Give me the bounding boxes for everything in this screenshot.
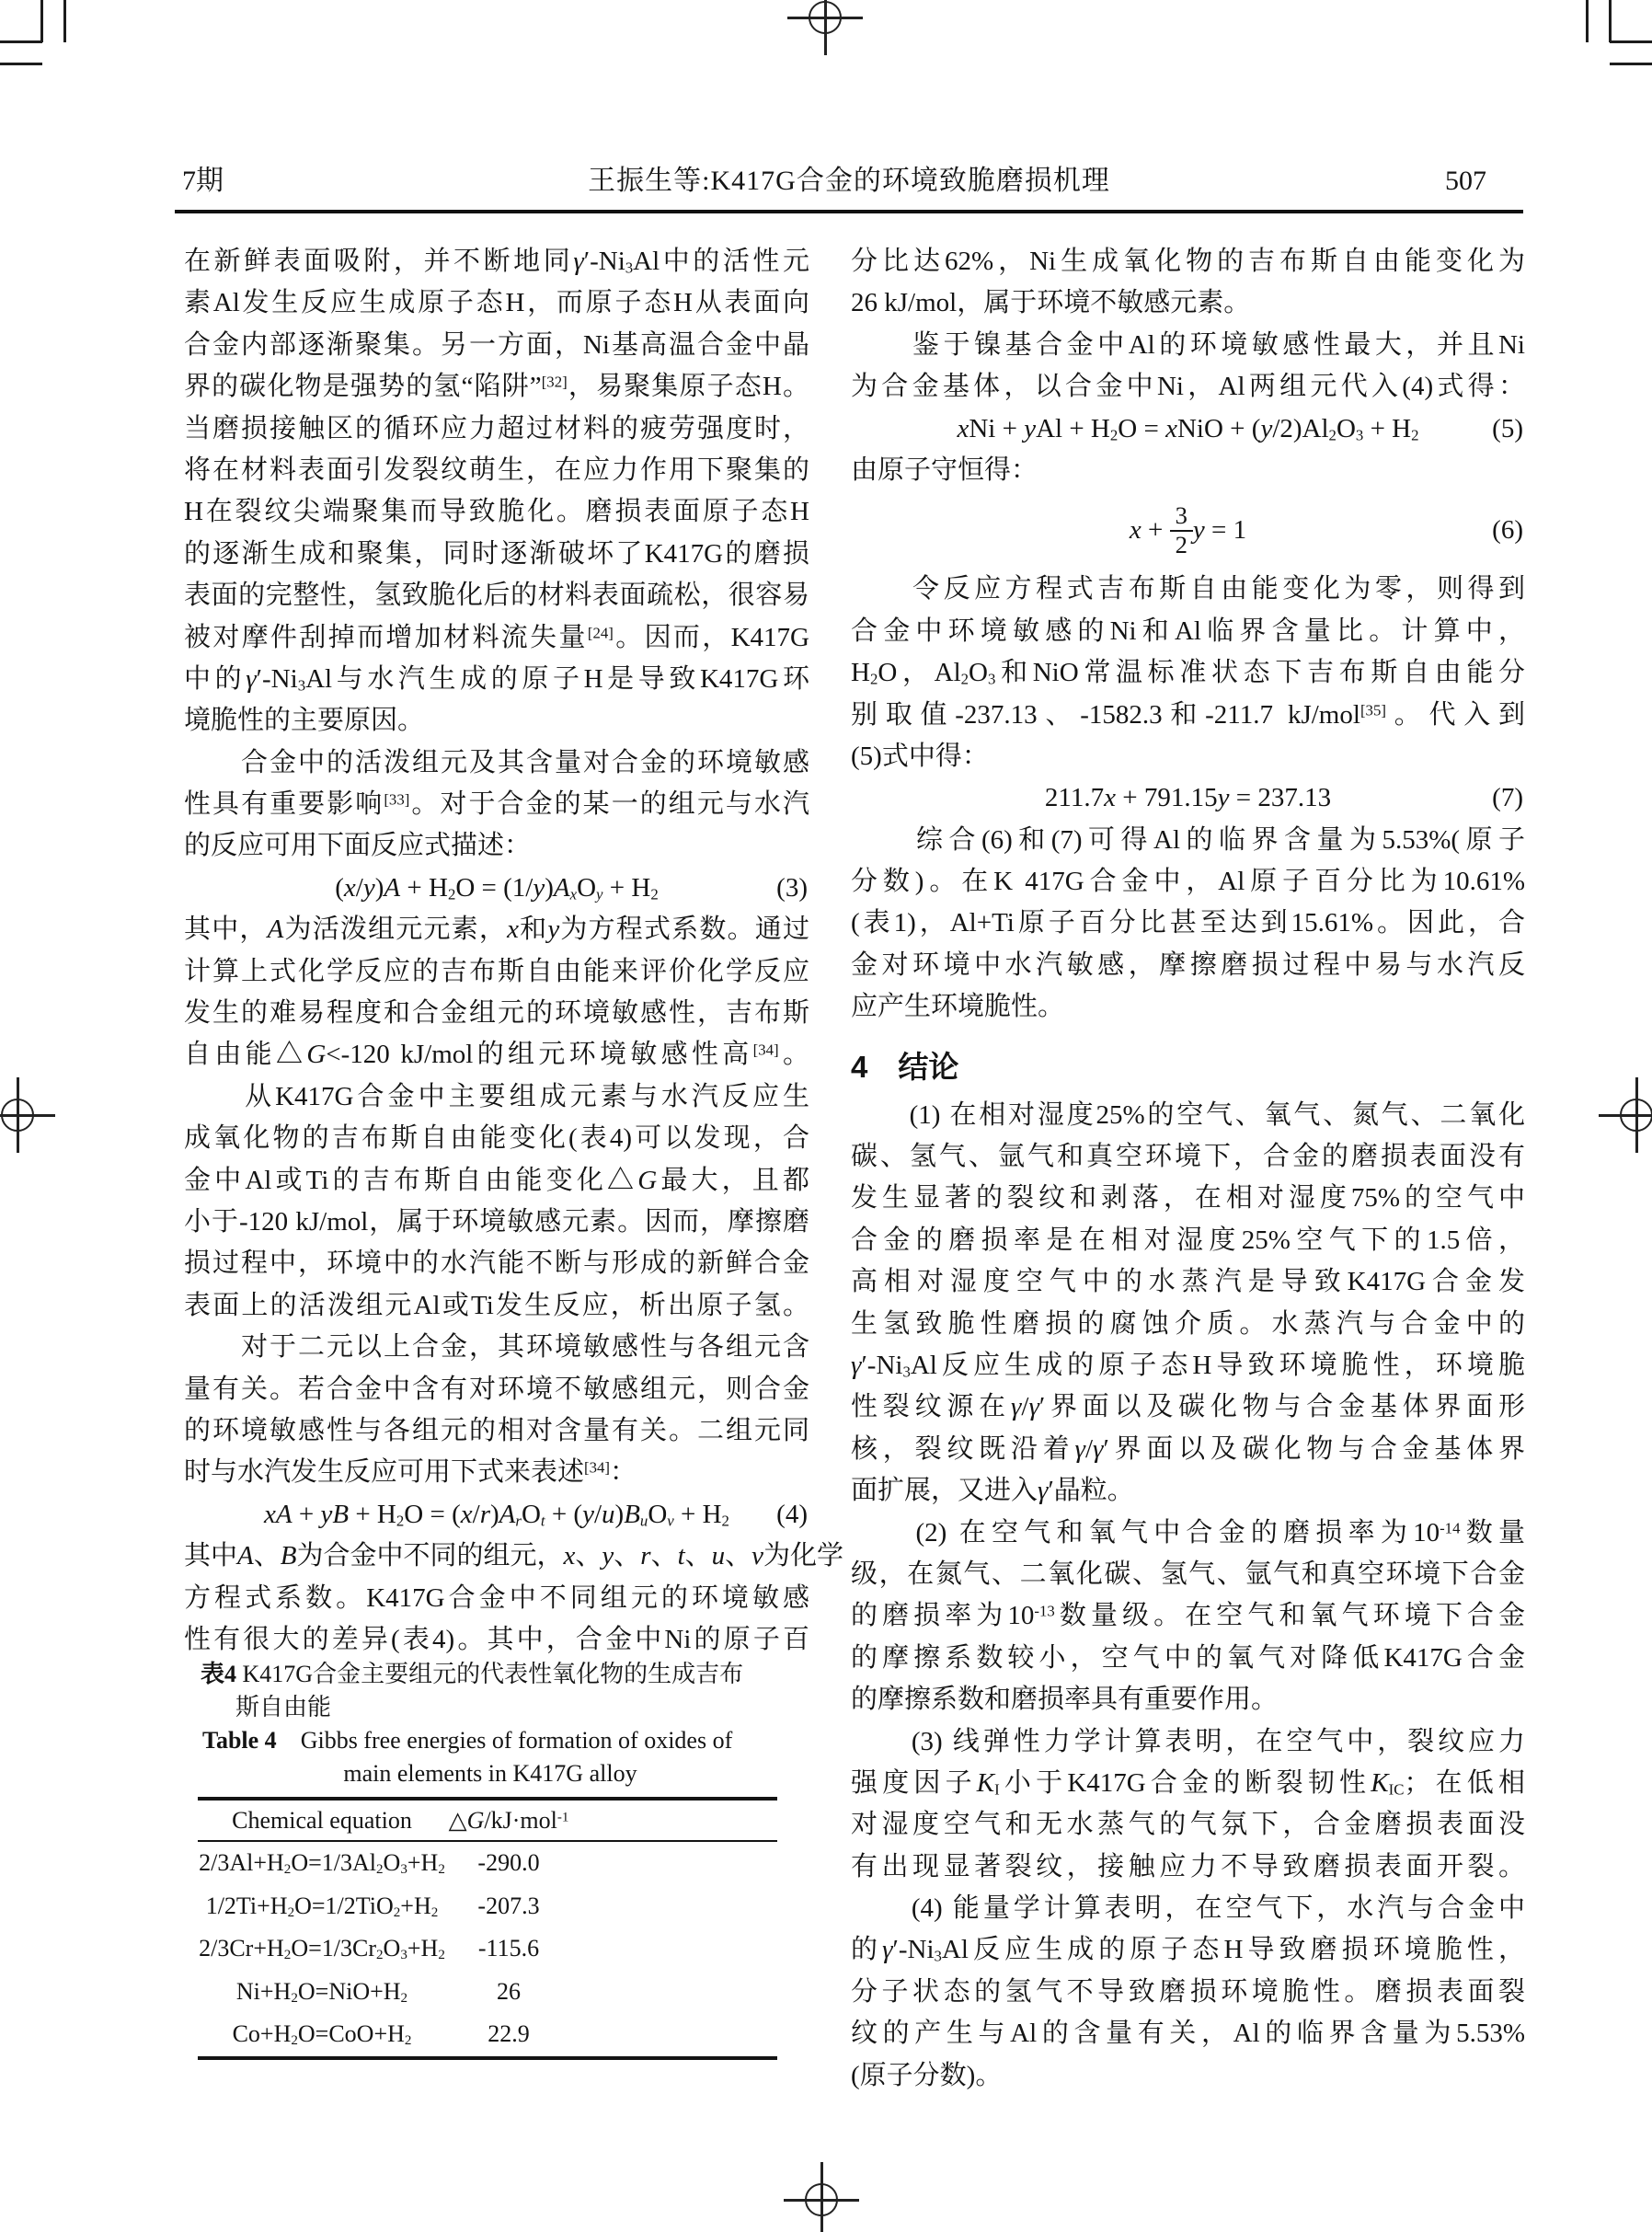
text-line: 26 kJ/mol，属于环境不敏感元素。 [851,288,1251,318]
text-line: 计算上式化学反应的吉布斯自由能来评价化学反应 [184,956,809,986]
text-line: 由原子守恒得： [851,454,1038,485]
table-row [198,1971,777,2014]
table-header-row [198,1801,777,1840]
text-line: 性具有重要影响[33]。对于合金的某一的组元与水汽 [184,789,809,820]
text-line: 自由能△G<-120 kJ/mol的组元环境敏感性高[34]。 [184,1040,809,1070]
text-line: 素Al发生反应生成原子态H，而原子态H从表面向 [184,288,809,318]
table-row [198,2013,777,2056]
text-line: 面扩展，又进入γ′晶粒。 [851,1476,1134,1506]
text-line: 金对环境中水汽敏感，摩擦磨损过程中易与水汽反 [851,949,1525,980]
text-line: 纹的产生与Al的含量有关，Al的临界含量为5.53% [851,2019,1525,2049]
section-heading: 4 结论 [851,1049,959,1084]
text-line: 合金的磨损率是在相对湿度25%空气下的1.5倍， [851,1225,1525,1255]
text-line: 其中，A为活泼组元元素，x和y为方程式系数。通过 [184,915,809,945]
text-line: 成氧化物的吉布斯自由能变化(表4)可以发现，合 [184,1123,809,1154]
text-line: (5)式中得： [851,741,989,771]
text-line: 表面上的活泼组元Al或Ti发生反应，析出原子氢。 [184,1290,809,1320]
text-line: 鉴于镍基合金中Al的环境敏感性最大，并且Ni [851,329,1525,360]
text-line: 分数)。在K 417G合金中，Al原子百分比为10.61% [851,867,1525,897]
text-line: 的反应可用下面反应式描述： [184,831,532,861]
text-line: 强度因子$K_I$小于K417G合金的断裂韧性$K_{IC}$；在低相 [851,1767,1525,1799]
table4 [198,1797,777,2060]
equation: 211.7x + 791.15y = 237.13 (7) [851,777,1525,819]
cell-chemical-equation: $Co+H_2O=CoO+H_2$ [232,2020,412,2049]
text-line: 分比达62%，Ni生成氧化物的吉布斯自由能变化为 [851,247,1525,276]
text-line: 界的碳化物是强势的氢“陷阱”[32]，易聚集原子态H。 [184,372,809,402]
text-line: 应产生环境脆性。 [851,992,1065,1022]
table4-caption-cn-label: 表4 [201,1661,237,1687]
text-line: 其中A、B为合金中不同的组元，x、y、r、t、u、v为化学 [184,1541,844,1571]
text-line: 性有很大的差异(表4)。其中，合金中Ni的原子百 [184,1624,809,1654]
text-line: 的磨损率为$10^{-13}$数量级。在空气和氧气环境下合金 [851,1601,1525,1631]
text-line: 被对摩件刮掉而增加材料流失量[24]。因而，K417G [184,622,809,652]
column-header-delta-g: △G/kJ·mol$^{-1}$ [448,1807,569,1834]
text-line: 境脆性的主要原因。 [184,706,425,736]
cell-delta-g: -207.3 [477,1892,540,1919]
text-line: 从K417G合金中主要组成元素与水汽反应生 [184,1081,809,1111]
text-line: 方程式系数。K417G合金中不同组元的环境敏感 [184,1582,809,1613]
left-column [184,241,844,1661]
table-bottom-rule [198,2056,777,2060]
text-line: 发生的难易程度和合金组元的环境敏感性，吉布斯 [184,998,809,1029]
text-line: 分子状态的氢气不导致磨损环境脆性。磨损表面裂 [851,1976,1525,2007]
text-line: 核，裂纹既沿着γ/γ′界面以及碳化物与合金基体界 [851,1433,1525,1464]
text-line: $\gamma'-Ni_3Al$反应生成的原子态H导致环境脆性，环境脆 [851,1350,1525,1381]
column-header-chemical-equation: Chemical equation [232,1807,412,1834]
equation-number: (3) [776,872,808,903]
equation: $(x/y)A + H_2O = (1/y)A_xO_y + H_2$ (3) [184,868,809,909]
text-line: 对湿度空气和无水蒸气的气氛下，合金磨损表面没 [851,1810,1525,1840]
equation: xNi + yAl + $H_2O$ = xNiO + $(y/2)Al_2O_3 + H_2$ (5) [851,408,1525,450]
text-line: 量有关。若合金中含有对环境不敏感组元，则合金 [184,1374,809,1404]
text-line: (4) 能量学计算表明，在空气下，水汽与合金中 [851,1893,1525,1924]
text-line: (表1)，Al+Ti原子百分比甚至达到15.61%。因此，合 [851,908,1525,938]
text-line: 综合(6)和(7)可得Al的临界含量为5.53%(原子 [851,824,1525,855]
header-rule [175,210,1523,213]
text-line: 令反应方程式吉布斯自由能变化为零，则得到 [851,574,1525,604]
text-line: 当磨损接触区的循环应力超过材料的疲劳强度时， [184,413,809,443]
cell-chemical-equation: $Ni+H_2O=NiO+H_2$ [235,1977,408,2006]
text-line: H在裂纹尖端聚集而导致脆化。磨损表面原子态H [184,497,809,527]
text-line: 发生显著的裂纹和剥落，在相对湿度75%的空气中 [851,1183,1525,1214]
text-line: 小于-120 kJ/mol，属于环境敏感元素。因而，摩擦磨 [184,1206,809,1237]
cell-delta-g: -115.6 [477,1935,540,1962]
running-title: 王振生等:K417G合金的环境致脆磨损机理 [588,166,1110,196]
text-line: 级，在氮气、二氧化碳、氢气、氩气和真空环境下合金 [851,1559,1525,1589]
text-line: 的逐渐生成和聚集，同时逐渐破坏了K417G的磨损 [184,538,809,569]
table4-caption-en-line2: main elements in K417G alloy [343,1760,637,1787]
text-line: 金中Al或Ti的吉布斯自由能变化△G最大，且都 [184,1165,809,1195]
text-line: 别取值-237.13、-1582.3和-211.7 kJ/mol[35]。代入到 [851,699,1525,730]
text-line: (3) 线弹性力学计算表明，在空气中，裂纹应力 [851,1726,1525,1756]
table4-caption-cn-line1: 表4 K417G合金主要组元的代表性氧化物的生成吉布 [201,1661,744,1687]
journal-issue: 7期 [182,166,224,196]
cell-delta-g: 26 [497,1977,521,2005]
text-line: 合金内部逐渐聚集。另一方面，Ni基高温合金中晶 [184,329,809,360]
right-column [851,241,1525,2097]
table-row [198,1842,777,1885]
text-line: 生氢致脆性磨损的腐蚀介质。水蒸汽与合金中的 [851,1308,1525,1339]
equation-number: (5) [1492,413,1523,443]
text-line: 中的$\gamma'-Ni_3Al$与水汽生成的原子H是导致K417G环 [184,663,809,695]
running-header [175,162,1523,201]
text-line: 高相对湿度空气中的水蒸汽是导致K417G合金发 [851,1267,1525,1297]
text-line: (2) 在空气和氧气中合金的磨损率为$10^{-14}$数量 [851,1517,1525,1547]
table4-block [184,1658,797,2049]
cell-delta-g: -290.0 [477,1849,540,1876]
text-line: 为合金基体，以合金中Ni，Al两组元代入(4)式得： [851,372,1525,402]
text-line: 性裂纹源在γ/γ′界面以及碳化物与合金基体界面形 [851,1392,1525,1422]
text-line: 有出现显著裂纹，接触应力不导致磨损表面开裂。 [851,1851,1525,1881]
table-row [198,1885,777,1928]
text-line: 表面的完整性，氢致脆化后的材料表面疏松，很容易 [184,581,809,611]
text-line: 的$\gamma'-Ni_3Al$反应生成的原子态H导致磨损环境脆性， [851,1935,1525,1965]
equation-number: (6) [1492,515,1523,546]
text-line: (原子分数)。 [851,2060,1003,2090]
table-row [198,1927,777,1971]
cell-delta-g: 22.9 [488,2020,530,2048]
text-line: 在新鲜表面吸附，并不断地同$\gamma'-Ni_3Al$中的活性元 [184,247,809,277]
text-line: 合金中环境敏感的Ni和Al临界含量比。计算中， [851,616,1525,646]
text-line: 合金中的活泼组元及其含量对合金的环境敏感 [184,747,809,777]
text-line: 的摩擦系数和磨损率具有重要作用。 [851,1685,1279,1715]
cell-chemical-equation: $2/3Al+H_2O=1/3Al_2O_3+H_2$ [199,1849,445,1878]
equation-number: (4) [776,1499,808,1529]
text-line: 对于二元以上合金，其环境敏感性与各组元含 [184,1332,809,1363]
text-line: (1) 在相对湿度25%的空气、氧气、氮气、二氧化 [851,1099,1525,1130]
equation-number: (7) [1492,783,1523,813]
equation: x + $\frac{3}{2}$ y = 1 (6) [851,491,1525,569]
table4-caption-cn-line2: 斯自由能 [235,1694,332,1720]
cell-chemical-equation: $2/3Cr+H_2O=1/3Cr_2O_3+H_2$ [199,1935,445,1963]
text-line: 损过程中，环境中的水汽能不断与形成的新鲜合金 [184,1248,809,1279]
table4-caption-en-label: Table 4 [202,1727,277,1754]
text-line: 的环境敏感性与各组元的相对含量有关。二组元同 [184,1415,809,1445]
table4-caption-en-line1: Table 4 Gibbs free energies of formation of oxides of [202,1727,733,1754]
text-line: 的摩擦系数较小，空气中的氧气对降低K417G合金 [851,1642,1525,1673]
equation: xA + yB + $H_2O = (x/r)A_rO_t + (y/u)B_uO_v + H_2$ (4) [184,1494,809,1536]
text-line: 将在材料表面引发裂纹萌生，在应力作用下聚集的 [184,454,809,485]
text-line: 碳、氢气、氩气和真空环境下，合金的磨损表面没有 [851,1142,1525,1172]
cell-chemical-equation: $1/2Ti+H_2O=1/2TiO_2+H_2$ [205,1892,439,1920]
text-line: 时与水汽发生反应可用下式来表述[34]： [184,1457,637,1488]
text-line: $H_2O$，$Al_2O_3$和NiO常温标准状态下吉布斯自由能分 [851,658,1525,688]
page-number: 507 [1445,166,1486,196]
